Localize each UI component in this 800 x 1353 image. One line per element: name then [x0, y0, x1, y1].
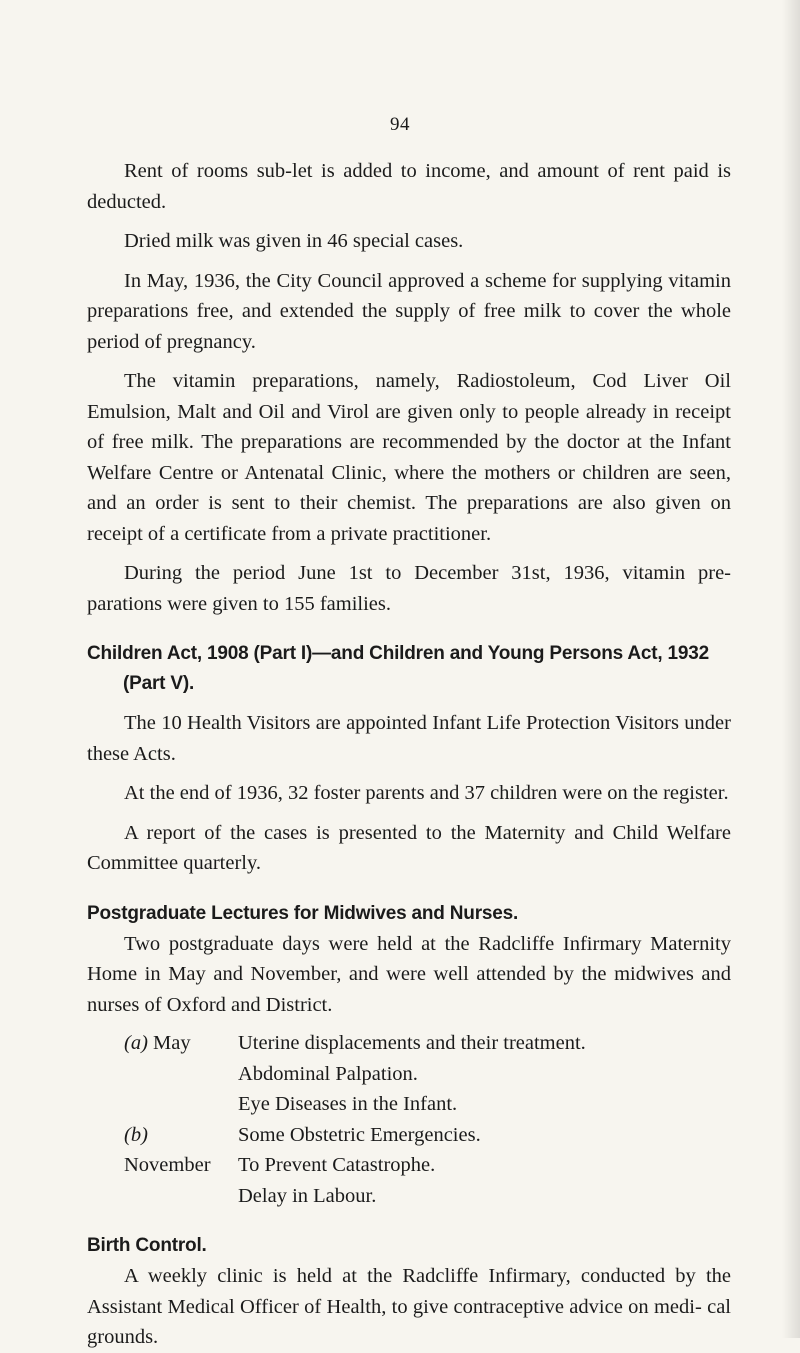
page-number: 94	[390, 114, 410, 135]
section-heading-children-act	[87, 639, 731, 699]
paragraph-birth-control: A weekly clinic is held at the Radcliffe Infirmary, conducted by the Assistant Medical Officer of Health, to give contraceptive advice on medi- cal grounds.	[87, 1265, 731, 1348]
lecture-topic: Uterine displacements and their treatment.	[238, 1032, 586, 1054]
lecture-topic: Abdominal Palpation.	[238, 1062, 418, 1085]
lecture-list	[124, 1028, 731, 1211]
lecture-topic: Eye Diseases in the Infant.	[238, 1093, 458, 1115]
children-act-heading-line2: (Part V).	[123, 673, 195, 694]
paragraph-report: A report of the cases is presented to the Maternity and Child Welfare Committee quarterly.	[87, 821, 731, 874]
paragraph-distribution-period: During the period June 1st to December 31st, 1936, vitamin pre- parations were given to 155 families.	[87, 562, 731, 615]
lecture-letter: (b)	[124, 1123, 148, 1146]
paragraph-register: At the end of 1936, 32 foster parents and 37 children were on the register.	[124, 782, 729, 804]
paragraph-rent: Rent of rooms sub-let is added to income, and amount of rent paid is deducted.	[87, 160, 731, 213]
lecture-topics	[238, 1120, 731, 1212]
lecture-topic: Delay in Labour.	[238, 1184, 377, 1207]
section-heading-postgraduate: Postgraduate Lectures for Midwives and Nurses.	[87, 902, 519, 924]
lecture-month: May	[153, 1032, 191, 1054]
paragraph-postgraduate-intro: Two postgraduate days were held at the Radcliffe Infirmary Maternity Home in May and November, and were well attended by the midwives and nurses of Oxford and District.	[87, 932, 731, 1016]
paragraph-health-visitors: The 10 Health Visitors are appointed Infant Life Protection Visitors under these Acts.	[87, 712, 731, 765]
lecture-label	[124, 1120, 238, 1212]
page-content	[87, 156, 731, 1353]
lecture-topics	[238, 1028, 731, 1120]
lecture-letter: (a)	[124, 1032, 148, 1054]
paragraph-dried-milk: Dried milk was given in 46 special cases.	[124, 230, 464, 252]
paragraph-may-1936: In May, 1936, the City Council approved a scheme for supplying vitamin preparations free, and extended the supply of free milk to cover the whole period of pregnancy.	[87, 269, 731, 353]
lecture-group-may	[124, 1028, 731, 1120]
lecture-topic: To Prevent Catastrophe.	[238, 1154, 436, 1176]
section-heading-birth-control: Birth Control.	[87, 1235, 207, 1256]
lecture-group-november	[124, 1120, 731, 1212]
lecture-month: November	[124, 1154, 211, 1176]
lecture-topic: Some Obstetric Emergencies.	[238, 1123, 481, 1146]
children-act-heading-line1: Children Act, 1908 (Part I)—and Children and Young Persons Act, 1932	[87, 643, 709, 664]
paragraph-vitamin-preparations: The vitamin preparations, namely, Radiostoleum, Cod Liver Oil Emulsion, Malt and Oil and Virol are given only to people already in receipt of free milk. The preparations are recommended by the doctor at the Infant Welfare Centre or Antenatal Clinic, where the mothers or children are seen, and an order is sent to their chemist. The preparations are also given on receipt of a certificate from a private practitioner.	[87, 370, 731, 545]
page-edge-shadow	[782, 0, 800, 1338]
lecture-label	[124, 1028, 238, 1120]
